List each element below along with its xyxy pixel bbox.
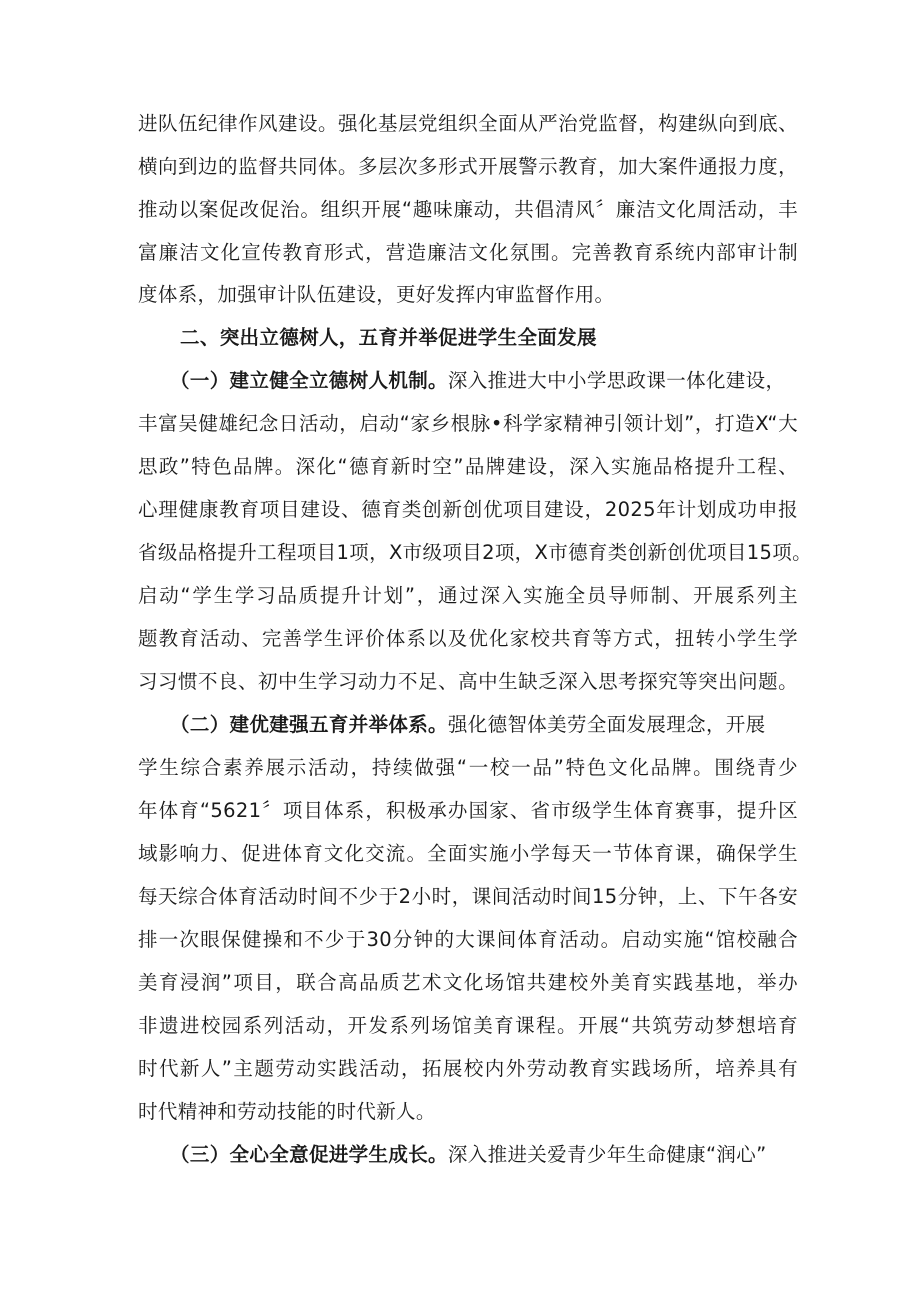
paragraph-line: 启动“学生学习品质提升计划”，通过深入实施全员导师制、开展系列主 <box>138 584 798 607</box>
paragraph-line: 度体系，加强审计队伍建设，更好发挥内审监督作用。 <box>138 283 615 306</box>
paragraph-line: 排一次眼保健操和不少于30分钟的大课间体育活动。启动实施“馆校融合 <box>138 928 798 951</box>
paragraph-line: 时代精神和劳动技能的时代新人。 <box>138 1100 436 1123</box>
paragraph-line: 题教育活动、完善学生评价体系以及优化家校共育等方式，扭转小学生学 <box>138 627 798 650</box>
paragraph-line: 域影响力、促进体育文化交流。全面实施小学每天一节体育课，确保学生 <box>138 842 798 865</box>
paragraph-line: 时代新人”主题劳动实践活动，拓展校内外劳动教育实践场所，培养具有 <box>138 1057 798 1080</box>
subsection-heading: （一）建立健全立德树人机制。 <box>170 369 448 392</box>
paragraph-line: 进队伍纪律作风建设。强化基层党组织全面从严治党监督，构建纵向到底、 <box>138 112 798 135</box>
paragraph-line: 心理健康教育项目建设、德育类创新创优项目建设，2025年计划成功申报 <box>138 498 798 521</box>
subsection-text: 深入推进关爱青少年生命健康“润心” <box>447 1143 767 1166</box>
paragraph-line: 年体育“5621〞项目体系，积极承办国家、省市级学生体育赛事，提升区 <box>138 799 798 822</box>
paragraph-line: 每天综合体育活动时间不少于2小时，课间活动时间15分钟，上、下午各安 <box>138 885 798 908</box>
paragraph-line: 美育浸润”项目，联合高品质艺术文化场馆共建校外美育实践基地，举办 <box>138 971 798 994</box>
subsection-text: 深入推进大中小学思政课一体化建设， <box>447 369 786 392</box>
paragraph-line: 省级品格提升工程项目1项，X市级项目2项，X市德育类创新创优项目15项。 <box>138 541 812 564</box>
paragraph-line: 富廉洁文化宣传教育形式，营造廉洁文化氛围。完善教育系统内部审计制 <box>138 241 798 264</box>
paragraph-line: 推动以案促改促治。组织开展“趣味廉动，共倡清风〞廉洁文化周活动，丰 <box>138 198 798 221</box>
paragraph-line: 学生综合素养展示活动，持续做强“一校一品”特色文化品牌。围绕青少 <box>138 756 798 779</box>
subsection-first-line <box>170 367 798 395</box>
subsection-text: 强化德智体美劳全面发展理念，开展 <box>447 713 766 736</box>
paragraph-line: 习习惯不良、初中生学习动力不足、高中生缺乏深入思考探究等突出问题。 <box>138 670 798 693</box>
paragraph-line: 思政”特色品牌。深化“德育新时空”品牌建设，深入实施品格提升工程、 <box>138 455 798 478</box>
subsection-first-line <box>170 1141 798 1169</box>
subsection-first-line <box>170 711 798 739</box>
paragraph-line: 丰富吴健雄纪念日活动，启动“家乡根脉•科学家精神引领计划”，打造X“大 <box>138 412 798 435</box>
subsection-heading: （二）建优建强五育并举体系。 <box>170 713 448 736</box>
section-heading: 二、突出立德树人，五育并举促进学生全面发展 <box>180 326 597 349</box>
paragraph-line: 非遗进校园系列活动，开发系列场馆美育课程。开展“共筑劳动梦想培育 <box>138 1014 798 1037</box>
paragraph-line: 横向到边的监督共同体。多层次多形式开展警示教育，加大案件通报力度， <box>138 155 798 178</box>
subsection-heading: （三）全心全意促进学生成长。 <box>170 1143 448 1166</box>
